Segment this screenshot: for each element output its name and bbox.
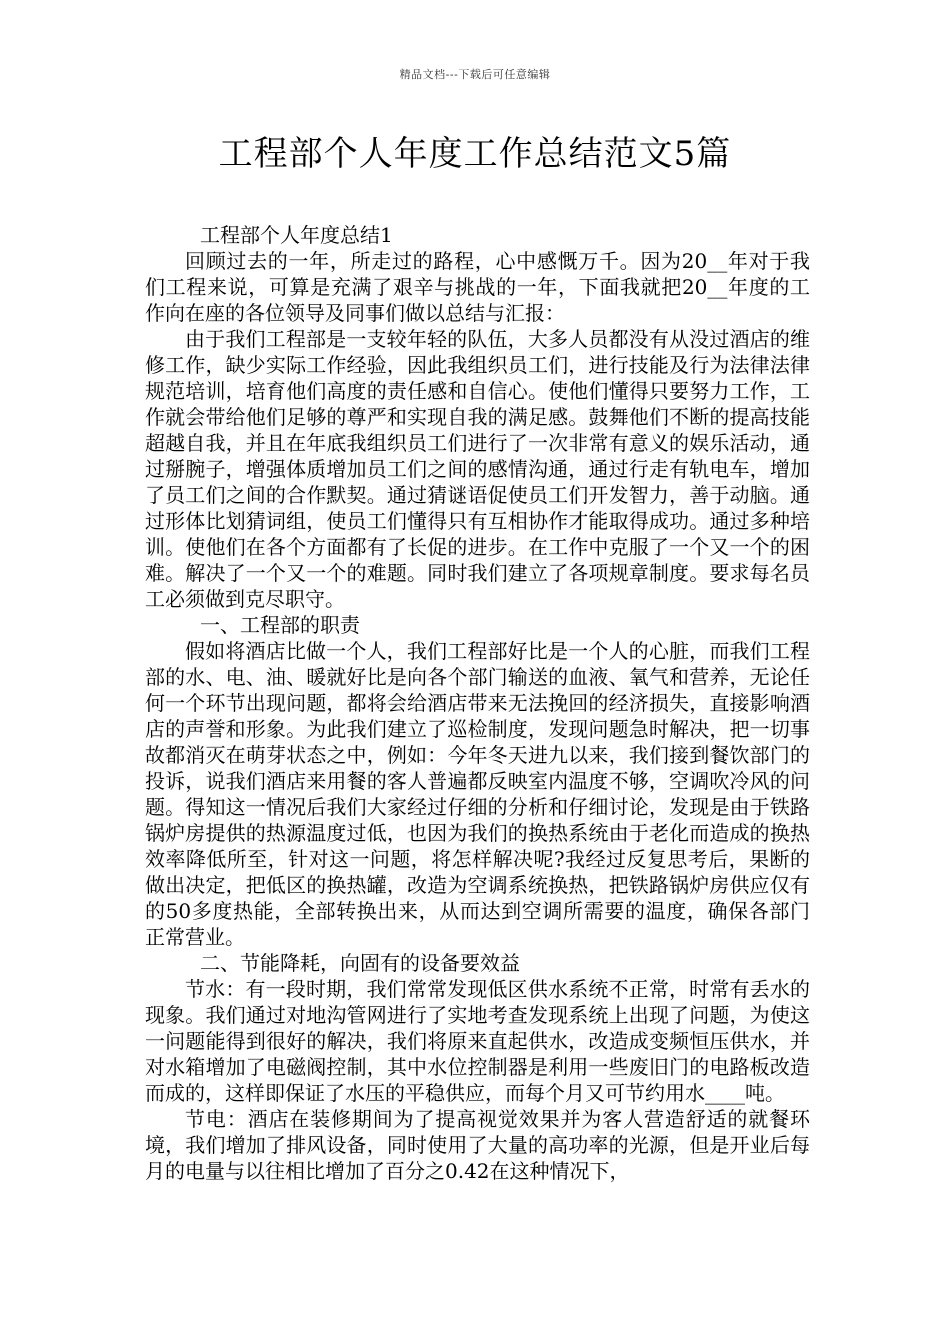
paragraph-intro: 回顾过去的一年，所走过的路程，心中感慨万千。因为20__年对于我们工程来说，可算是充满了艰辛与挑战的一年，下面我就把20__年度的工作向在座的各位领导及同事们做以总结与汇报： bbox=[145, 249, 810, 325]
section-heading-energy-saving: 二、节能降耗，向固有的设备要效益 bbox=[200, 951, 520, 975]
paragraph-duties: 假如将酒店比做一个人，我们工程部好比是一个人的心脏，而我们工程部的水、电、油、暖就好比是向各个部门输送的血液、氧气和营养，无论任何一个环节出现问题，都将会给酒店带来无法挽回的经济损失，直接影响酒店的声誉和形象。为此我们建立了巡检制度，发现问题急时解决，把一切事故都消灭在萌芽状态之中，例如：今年冬天进九以来，我们接到餐饮部门的投诉，说我们酒店来用餐的客人普遍都反映室内温度不够，空调吹冷风的问题。得知这一情况后我们大家经过仔细的分析和仔细讨论，发现是由于铁路锅炉房提供的热源温度过低，也因为我们的换热系统由于老化而造成的换热效率降低所至，针对这一问题，将怎样解决呢?我经过反复思考后，果断的做出决定，把低区的换热罐，改造为空调系统换热，把铁路锅炉房供应仅有的50多度热能，全部转换出来，从而达到空调所需要的温度，确保各部门正常营业。 bbox=[145, 639, 810, 949]
paragraph-team-training: 由于我们工程部是一支较年轻的队伍，大多人员都没有从没过酒店的维修工作，缺少实际工作经验，因此我组织员工们，进行技能及行为法律法律规范培训，培育他们高度的责任感和自信心。使他们懂得只要努力工作，工作就会带给他们足够的尊严和实现自我的满足感。鼓舞他们不断的提高技能超越自我，并且在年底我组织员工们进行了一次非常有意义的娱乐活动，通过掰腕子，增强体质增加员工们之间的感情沟通，通过行走有轨电车，增加了员工们之间的合作默契。通过猜谜语促使员工们开发智力，善于动脑。通过形体比划猜词组，使员工们懂得只有互相协作才能取得成功。通过多种培训。使他们在各个方面都有了长促的进步。在工作中克服了一个又一个的困难。解决了一个又一个的难题。同时我们建立了各项规章制度。要求每名员工必须做到克尽职守。 bbox=[145, 327, 810, 611]
document-title: 工程部个人年度工作总结范文5篇 bbox=[218, 134, 732, 174]
header-note: 精品文档---下载后可任意编辑 bbox=[399, 68, 551, 81]
paragraph-power-saving: 节电：酒店在装修期间为了提高视觉效果并为客人营造舒适的就餐环境，我们增加了排风设备，同时使用了大量的高功率的光源，但是开业后每月的电量与以往相比增加了百分之0.42在这种情况下， bbox=[145, 1107, 810, 1183]
paragraph-water-saving: 节水：有一段时期，我们常常发现低区供水系统不正常，时常有丢水的现象。我们通过对地沟管网进行了实地考查发现系统上出现了问题，为使这一问题能得到很好的解决，我们将原来直起供水，改造成变频恒压供水，并对水箱增加了电磁阀控制，其中水位控制器是利用一些废旧门的电路板改造而成的，这样即保证了水压的平稳供应，而每个月又可节约用水____吨。 bbox=[145, 977, 810, 1105]
section-heading-summary-1: 工程部个人年度总结1 bbox=[200, 223, 393, 247]
document-body bbox=[145, 222, 810, 1184]
section-heading-duties: 一、工程部的职责 bbox=[200, 613, 360, 637]
